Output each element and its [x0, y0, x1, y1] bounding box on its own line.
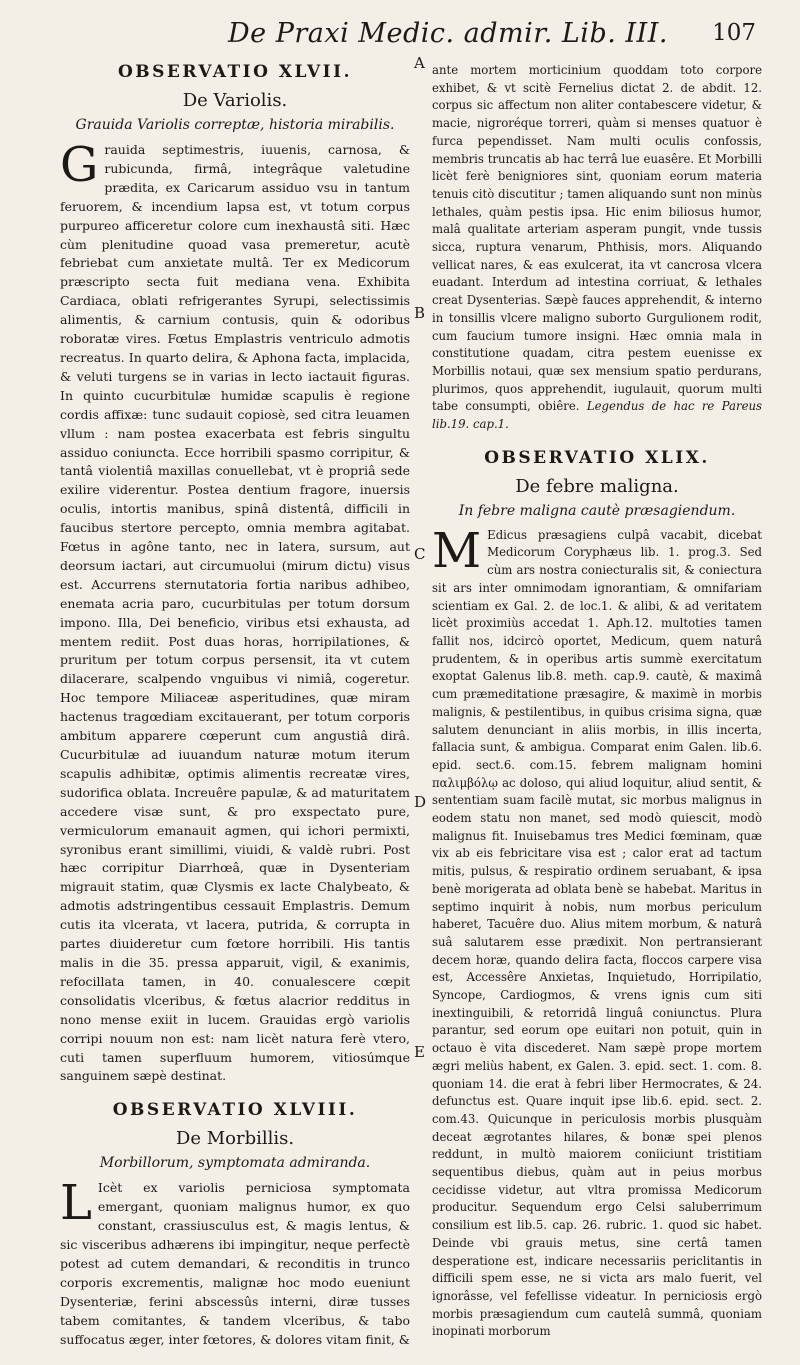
observation-tagline: In febre maligna cautè præsagiendum.: [458, 502, 736, 519]
observation-tagline: Morbillorum, symptomata admiranda.: [99, 1155, 371, 1172]
observation-tagline: Grauida Variolis correptæ, historia mirabilis.: [75, 117, 395, 133]
observation-body: [432, 522, 762, 1341]
left-column: [60, 62, 410, 1349]
drop-capital: L: [60, 1175, 92, 1232]
margin-letter-c: C: [414, 545, 426, 563]
observation-text: Edicus præsagiens culpâ vacabit, dicebat Medicorum Coryphæus lib. 1. prog.3. Sed cùm ars nostra coniecturalis sit, & coniectura sit ars inter omnimodam ignorantiam, & omnifariam scientiam ex Gal. 2. de loc.1. & alibi, & ad veritatem licèt proximiùs accedat 1. Aph.12. multoties tamen fallit nos, idcircò oportet, Medicum, quem naturâ prudentem, & in operibus artis summè exercitatum exoptat Galenus lib.8. meth. cap.9. cautè, & maximâ cum præmeditatione præsagire, & maximè in morbis malignis, & pestilentibus, in quibus crisima signa, quæ salutem denunciant in aliis morbis, in illis incerta, fallacia sunt, & ambigua. Comparat enim Galen. lib.6. epid. sect.6. com.15. febrem malignam homini παλιμβόλῳ ac doloso, qui aliud loquitur, aliud sentit, & sententiam suam facilè mutat, sic morbus malignus in eodem statu non manet, sed modò quiescit, modò malignus fit. Inuisebamus tres Medici fœminam, quæ vix ab eis febricitare visa est ; calor erat ad tactum mitis, pulsus, & respiratio ordinem seruabant, & ipsa benè morigerata ad oblata benè se habebat. Maritus in septimo inquirit à nobis, num morbus periculum haberet, Tacuêre duo. Alius mitem morbum, & naturâ suâ salutarem esse prædixit. Non pertransierant decem horæ, quando delira facta, floccos carpere visa est, Accessêre Anxietas, Inquietudo, Horripilatio, Syncope, Cardiogmos, & vrens ignis cum siti inextinguibili, & retorridâ linguâ coniunctus. Plura parantur, sed eorum ope euitari non potuit, quin in octauo è vita discederet. Nam sæpè prope mortem ægri meliùs habent, ex Galen. 3. epid. sect. 1. com. 8. quoniam 14. die erat à febri liber Hermocrates, & 24. defunctus est. Quare inquit ipse lib.6. epid. sect. 2. com.43. Quicunque in periculosis morbis plusquàm deceat ægrotantes hilares, & bonæ spei plenos reddunt, in multò maiorem coniiciunt tristitiam sequentibus diebus, quàm aut in peius morbus cecidisse videtur, aut vltra promissa Medicorum producitur. Sequendum ergo Celsi saluberrimum consilium est lib.5. cap. 26. rubric. 1. quod sic habet. Deinde vbi grauis metus, sine certâ tamen desperatione est, indicare necessariis periclitantis in difficili spem esse, ne si victa ars malo fuerit, vel ignorâsse, vel fefellisse videatur. In perniciosis ergò morbis præsagiendum cum cautelâ summâ, quoniam inopinati morborum: [432, 527, 762, 1339]
observation-body: [60, 137, 410, 1086]
observation-heading: OBSERVATIO XLVII.: [117, 62, 353, 82]
observation-subject: De febre maligna.: [515, 475, 679, 497]
drop-capital: G: [60, 137, 99, 193]
page-number: 107: [712, 20, 756, 46]
observation-subject: De Morbillis.: [175, 1128, 295, 1150]
margin-letter-a: A: [414, 54, 425, 72]
observation-47: [60, 62, 410, 1086]
observation-subject: De Variolis.: [182, 90, 288, 111]
reference-note: Legendus de hac re Pareus lib.19. cap.1.: [432, 399, 763, 432]
observation-heading: OBSERVATIO XLVIII.: [112, 1100, 358, 1121]
observation-49: [432, 448, 762, 1341]
margin-letter-d: D: [414, 793, 427, 811]
observation-48-continued: [432, 62, 762, 434]
running-title: De Praxi Medic. admir. Lib. III.: [228, 18, 668, 49]
observation-text: Icèt ex variolis perniciosa symptomata emergant, quoniam malignus humor, ex quo constant, crassiusculus est, & magis lentus, & sic visceribus adhærens ibi impingitur, neque perfectè potest ad cutem demandari, & reconditis in trunco corporis excrementis, malignæ hoc modo eueniunt Dysenteriæ, ferini abscessûs interni, diræ tusses tabem comitantes, & tandem vlceribus, & tabo suffocatus æger, inter fœtores, & dolores vitam finit, &: [60, 1180, 410, 1347]
running-head: [0, 18, 800, 52]
observation-text: ante mortem morticinium quoddam toto corpore exhibet, & vt scitè Fernelius dictat 2. de abdit. 12. corpus sic affectum non aliter contabescere videtur, & macie, nigroréque torreri, quàm si menses quatuor è furca pependisset. Nam multi oculis confossis, membris truncatis ab hac terrâ lue euasêre. Et Morbilli licèt ferè benigniores sint, quoniam eorum materia tenuis citò discutitur ; tamen aliquando sunt non minùs lethales, quàm pestis ipsa. Hic enim biliosus humor, malâ qualitate arteriam asperam pungit, vnde tussis sicca, ruptura venarum, Phthisis, mors. Aliquando vellicat nares, & eas exulcerat, ita vt cancrosa vlcera euadant. Interdum ad intestina corriuat, & lethales creat Dysenterias. Sæpè fauces apprehendit, & interno in tonsillis vlcere maligno suborto Gurgulionem rodit, cum faucium tumore insigni. Hæc omnia mala in constitutione quadam, citra pestem euenisse ex Morbillis notaui, quæ sex mensium spatio perdurans, plurimos, quos apprehendit, iugulauit, quorum multi tabe consumpti, obiêre.: [432, 63, 762, 414]
observation-heading: OBSERVATIO XLIX.: [484, 447, 710, 468]
margin-letter-e: E: [414, 1043, 425, 1061]
right-column: [432, 62, 762, 1341]
observation-48: [60, 1100, 410, 1349]
observation-body: [432, 62, 762, 434]
observation-body: [60, 1175, 410, 1349]
drop-capital: M: [432, 522, 482, 579]
observation-text: rauida septimestris, iuuenis, carnosa, & rubicunda, firmâ, integrâque valetudine prædita, ex Caricarum assiduo vsu in tantum feruorem, & incendium lapsa est, vt totum corpus purpureo afficeretur colore cum inexhaustâ siti. Hæc cùm plenitudine quoad vasa premeretur, acutè febriebat cum anxietate multâ. Ter ex Medicorum præscripto secta fuit mediana vena. Exhibita Cardiaca, oblati refrigerantes Syrupi, selectissimis alimentis, & carnium contusis, quin & odoribus roboratæ vires. Fœtus Emplastris ventriculo admotis recreatus. In quarto delira, & Aphona facta, implacida, & veluti turgens se in varias in lecto iactauit figuras. In quinto cucurbitulæ humidæ scapulis è regione cordis affixæ: tunc sudauit copiosè, sed citra leuamen vllum : nam postea exacerbata est febris singultu assiduo coniuncta. Ecce horribili spasmo corripitur, & tantâ violentiâ maxillas conuellebat, vt è propriâ sede exilire viderentur. Postea dentium fragore, inuersis oculis, intortis manibus, spinâ distentâ, difficili in faucibus stertore percepto, omnia membra agitabat. Fœtus in agône tanto, nec in latera, sursum, aut deorsum iactari, aut circumuolui (mirum dictu) visus est. Accurrens sternutatoria fortia naribus adhibeo, enemata acria paro, cucurbitulas per totum dorsum impono. Illa, Dei beneficio, viribus etsi exhausta, ad mentem rediit. Post duas horas, horripilationes, & pruritum per totum corpus persensit, ita vt cutem dilacerare, scalpendo vnguibus vi nimiâ, cogeretur. Hoc tempore Miliaceæ asperitudines, quæ miram hactenus tragœdiam excitauerant, per totum corporis ambitum apparere cœperunt cum angustiâ dirâ. Cucurbitulæ ad iuuandum naturæ motum iterum scapulis adhibitæ, optimis alimentis recreatæ vires, sudorifica oblata. Increuêre papulæ, & ad maturitatem accedere visæ sunt, & pro exspectato pure, vermiculorum emanauit agmen, qui ichori permixti, syronibus erant simillimi, viuidi, & valdè rubri. Post hæc corripitur Diarrhœâ, quæ in Dysenteriam migrauit statim, quæ Clysmis ex lacte Chalybeato, & admotis adstringentibus cessauit Emplastris. Demum cutis ita vlcerata, vt lacera, putrida, & corrupta in partes diuideretur cum fœtore horribili. His tantis malis in die 35. pressa apparuit, vigil, & exanimis, refocillata tamen, in 40. conualescere cœpit consolidatis vlceribus, & fœtus alacrior redditus in nono mense exiit in lucem. Grauidas ergò variolis corripi nouum non est: nam licèt natura ferè vtero, cuti tamen superfluum humorem, vitiosúmque sanguinem sæpè destinat.: [60, 142, 410, 1084]
margin-letter-b: B: [414, 304, 426, 322]
